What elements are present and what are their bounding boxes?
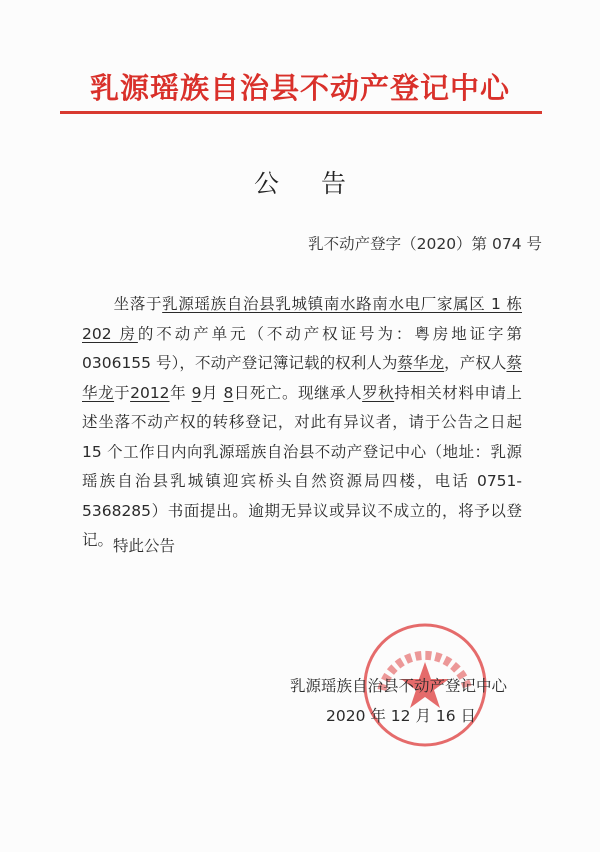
death-day: 8 (223, 383, 234, 402)
body-text: 日死亡。现继承人 (233, 383, 363, 402)
document-title: 公告 (253, 169, 388, 198)
body-text: ，产权人 (444, 354, 507, 372)
organization-header: 乳源瑶族自治县不动产登记中心 (89, 71, 510, 105)
closing-phrase: 特此公告 (113, 537, 176, 555)
signature-date: 2020 年 12 月 16 日 (326, 707, 477, 725)
property-location: 乳源瑶族自治县乳城镇南水路南水电厂家属区 1 栋 202 房 (82, 295, 522, 343)
body-text: 坐落于 (113, 295, 163, 313)
announcement-body (82, 290, 522, 556)
death-year: 2012 (130, 383, 170, 402)
body-text: 持相关材料申请上述坐落不动产权的转移登记，对此有异议者，请于公告之日起 15 个工作日内向乳源瑶族自治县不动产登记中心（地址：乳源瑶族自治县乳城镇迎宾桥头自然资源局四楼，电话 0751-5368285）书面提出。逾期无异议或异议不成立的，将予以登记。 (82, 383, 522, 549)
owner-name: 蔡华龙 (397, 354, 445, 372)
body-text: 月 (201, 383, 219, 402)
signature-organization: 乳源瑶族自治县不动产登记中心 (290, 677, 508, 695)
body-text: 的不动产单元（不动产权证号为：粤房地证字第 0306155 号），不动产登记簿记载的权利人为 (82, 324, 522, 372)
death-month: 9 (191, 383, 202, 402)
body-text: 年 (169, 383, 187, 402)
heir-name: 罗秋 (362, 383, 395, 402)
body-text: 于 (114, 383, 131, 402)
owner-name: 蔡华龙 (82, 354, 522, 402)
header-divider (60, 111, 542, 114)
document-number: 乳不动产登字（2020）第 074 号 (308, 235, 542, 253)
